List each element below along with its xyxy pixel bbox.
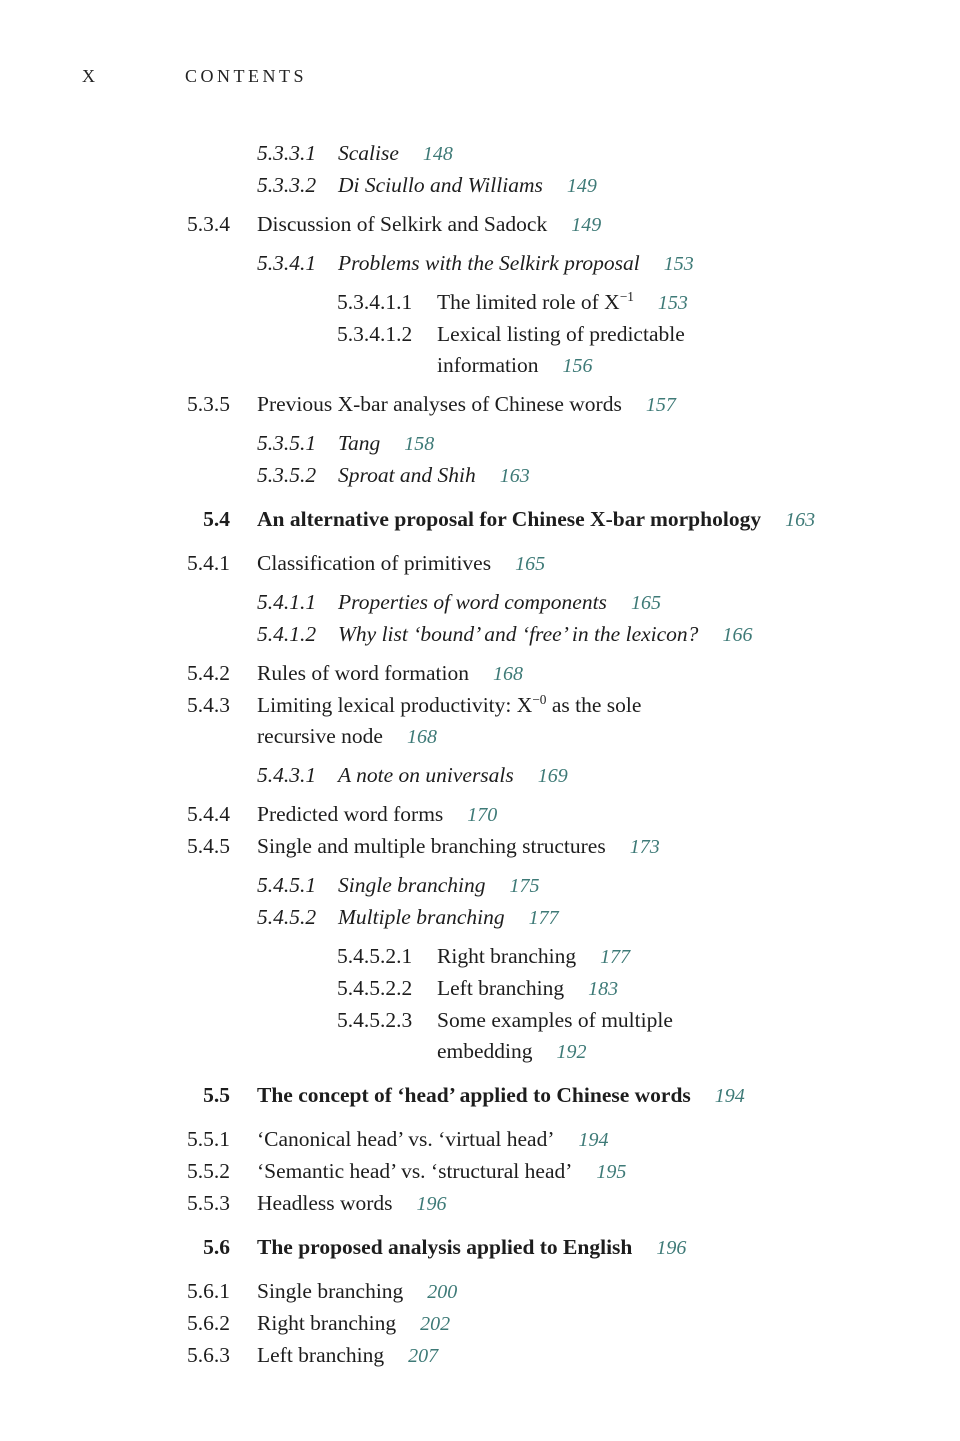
toc-entry-page: 173 bbox=[629, 836, 660, 858]
toc-entry bbox=[0, 619, 960, 651]
toc-entry-number: 5.4.5.1 bbox=[257, 873, 317, 897]
toc-entry-number: 5.4.1 bbox=[187, 551, 230, 575]
toc-entry-title: Right branching 202 bbox=[257, 1311, 451, 1335]
toc-entry-title: Tang 158 bbox=[338, 431, 435, 455]
toc-entry-number: 5.5.2 bbox=[187, 1159, 230, 1183]
toc-entry-page: 166 bbox=[722, 624, 753, 646]
toc-entry bbox=[0, 428, 960, 460]
table-of-contents bbox=[0, 138, 960, 1372]
toc-entry-title: Single branching 200 bbox=[257, 1279, 458, 1303]
toc-entry-number: 5.3.5.2 bbox=[257, 463, 317, 487]
toc-entry-title: Right branching 177 bbox=[437, 944, 631, 968]
toc-entry bbox=[0, 1308, 960, 1340]
toc-entry bbox=[0, 460, 960, 492]
toc-entry-page: 153 bbox=[663, 253, 694, 275]
toc-entry-title: Some examples of multiple embedding 192 bbox=[437, 1008, 673, 1063]
toc-entry-title: Headless words 196 bbox=[257, 1191, 447, 1215]
toc-entry-title: Di Sciullo and Williams 149 bbox=[338, 173, 597, 197]
toc-entry-page: 192 bbox=[556, 1041, 587, 1063]
toc-entry-title: Scalise 148 bbox=[338, 141, 453, 165]
toc-entry-title: An alternative proposal for Chinese X-bar morphology 163 bbox=[257, 507, 816, 531]
toc-entry-page: 175 bbox=[509, 875, 540, 897]
page-folio: X bbox=[82, 66, 97, 86]
toc-entry-title: Single branching 175 bbox=[338, 873, 540, 897]
toc-entry-number: 5.3.4.1.1 bbox=[337, 290, 413, 314]
toc-entry-title: Problems with the Selkirk proposal 153 bbox=[338, 251, 694, 275]
toc-entry-number: 5.4.1.1 bbox=[257, 590, 317, 614]
toc-entry-title: Sproat and Shih 163 bbox=[338, 463, 530, 487]
toc-entry-number: 5.3.4.1.2 bbox=[337, 322, 413, 346]
toc-entry-number: 5.4.5.2 bbox=[257, 905, 317, 929]
toc-entry-page: 202 bbox=[420, 1313, 451, 1335]
toc-entry bbox=[0, 941, 960, 973]
toc-entry-number: 5.5 bbox=[203, 1083, 230, 1107]
toc-entry-page: 163 bbox=[785, 509, 816, 531]
toc-entry-title: Predicted word forms 170 bbox=[257, 802, 498, 826]
toc-entry-page: 194 bbox=[714, 1085, 745, 1107]
toc-entry bbox=[0, 248, 960, 280]
toc-entry bbox=[0, 1080, 960, 1112]
toc-entry-page: 170 bbox=[467, 804, 498, 826]
toc-entry bbox=[0, 760, 960, 792]
toc-entry-number: 5.5.3 bbox=[187, 1191, 230, 1215]
toc-entry-page: 165 bbox=[515, 553, 546, 575]
toc-entry-page: 158 bbox=[404, 433, 435, 455]
toc-entry-page: 169 bbox=[537, 765, 568, 787]
toc-entry-title: Multiple branching 177 bbox=[338, 905, 559, 929]
toc-entry-title: Properties of word components 165 bbox=[338, 590, 661, 614]
toc-entry-number: 5.6 bbox=[203, 1235, 230, 1259]
toc-entry-title: Lexical listing of predictable information 156 bbox=[437, 322, 685, 377]
toc-entry-number: 5.4.5.2.3 bbox=[337, 1008, 413, 1032]
toc-entry-number: 5.4.3 bbox=[187, 693, 230, 717]
toc-entry-title: Previous X-bar analyses of Chinese words 157 bbox=[257, 392, 676, 416]
toc-entry bbox=[0, 548, 960, 580]
toc-entry-title: Discussion of Selkirk and Sadock 149 bbox=[257, 212, 602, 236]
toc-entry bbox=[0, 870, 960, 902]
toc-entry-number: 5.3.3.1 bbox=[257, 141, 317, 165]
toc-entry-title: A note on universals 169 bbox=[338, 763, 568, 787]
toc-entry bbox=[0, 1276, 960, 1308]
toc-entry-number: 5.4.1.2 bbox=[257, 622, 317, 646]
toc-entry-title: Classification of primitives 165 bbox=[257, 551, 546, 575]
toc-entry bbox=[0, 587, 960, 619]
toc-entry-number: 5.4.2 bbox=[187, 661, 230, 685]
toc-entry-page: 163 bbox=[499, 465, 530, 487]
toc-entry-number: 5.6.1 bbox=[187, 1279, 230, 1303]
toc-entry-page: 196 bbox=[416, 1193, 447, 1215]
toc-entry-page: 177 bbox=[528, 907, 559, 929]
toc-entry bbox=[0, 1232, 960, 1264]
toc-entry bbox=[0, 1340, 960, 1372]
toc-entry-number: 5.4 bbox=[203, 507, 230, 531]
toc-entry-page: 195 bbox=[596, 1161, 627, 1183]
toc-entry-number: 5.3.4.1 bbox=[257, 251, 317, 275]
toc-entry-number: 5.4.5.2.2 bbox=[337, 976, 413, 1000]
toc-entry-title: The proposed analysis applied to English 196 bbox=[257, 1235, 687, 1259]
toc-entry bbox=[0, 973, 960, 1005]
toc-entry-number: 5.3.5.1 bbox=[257, 431, 317, 455]
toc-entry bbox=[0, 799, 960, 831]
toc-entry-title: Single and multiple branching structures 173 bbox=[257, 834, 660, 858]
toc-entry bbox=[0, 658, 960, 690]
toc-entry bbox=[0, 1005, 960, 1068]
toc-entry-page: 157 bbox=[645, 394, 676, 416]
toc-entry bbox=[0, 209, 960, 241]
toc-entry bbox=[0, 287, 960, 319]
toc-entry-title: Why list ‘bound’ and ‘free’ in the lexicon? 166 bbox=[338, 622, 753, 646]
toc-entry-number: 5.4.4 bbox=[187, 802, 230, 826]
toc-entry-page: 149 bbox=[566, 175, 597, 197]
toc-entry-number: 5.3.3.2 bbox=[257, 173, 317, 197]
toc-entry-number: 5.3.5 bbox=[187, 392, 230, 416]
toc-entry-number: 5.6.2 bbox=[187, 1311, 230, 1335]
toc-entry-page: 168 bbox=[406, 726, 437, 748]
toc-entry-title: ‘Canonical head’ vs. ‘virtual head’ 194 bbox=[257, 1127, 609, 1151]
toc-entry-page: 148 bbox=[422, 143, 453, 165]
toc-entry-number: 5.4.3.1 bbox=[257, 763, 317, 787]
toc-entry-number: 5.6.3 bbox=[187, 1343, 230, 1367]
toc-entry bbox=[0, 902, 960, 934]
toc-entry-number: 5.4.5.2.1 bbox=[337, 944, 413, 968]
toc-entry-page: 165 bbox=[630, 592, 661, 614]
toc-entry bbox=[0, 1124, 960, 1156]
toc-entry-number: 5.4.5 bbox=[187, 834, 230, 858]
toc-entry-page: 156 bbox=[562, 355, 593, 377]
toc-entry-page: 200 bbox=[427, 1281, 458, 1303]
toc-entry bbox=[0, 831, 960, 863]
toc-entry-page: 194 bbox=[578, 1129, 609, 1151]
toc-entry-title: The concept of ‘head’ applied to Chinese words 194 bbox=[257, 1083, 745, 1107]
toc-entry bbox=[0, 504, 960, 536]
toc-entry bbox=[0, 170, 960, 202]
toc-entry-page: 196 bbox=[656, 1237, 687, 1259]
toc-entry-page: 207 bbox=[408, 1345, 439, 1367]
toc-entry-page: 177 bbox=[600, 946, 631, 968]
toc-entry bbox=[0, 389, 960, 421]
toc-entry-page: 168 bbox=[492, 663, 523, 685]
toc-entry-title: ‘Semantic head’ vs. ‘structural head’ 195 bbox=[257, 1159, 627, 1183]
toc-entry-title: Left branching 207 bbox=[257, 1343, 439, 1367]
toc-entry-title: The limited role of $X^{-1}$ 153 bbox=[437, 288, 688, 314]
toc-entry-title: Left branching 183 bbox=[437, 976, 619, 1000]
toc-entry bbox=[0, 1188, 960, 1220]
running-head: CONTENTS bbox=[185, 66, 307, 86]
toc-entry bbox=[0, 690, 960, 753]
toc-entry-page: 149 bbox=[571, 214, 602, 236]
toc-entry-number: 5.5.1 bbox=[187, 1127, 230, 1151]
toc-entry-number: 5.3.4 bbox=[187, 212, 230, 236]
toc-entry-title: Rules of word formation 168 bbox=[257, 661, 523, 685]
toc-entry-title: Limiting lexical productivity: $X^{-0}$ as the sole recursive node 168 bbox=[257, 691, 642, 748]
toc-entry bbox=[0, 319, 960, 382]
toc-entry-page: 183 bbox=[588, 978, 619, 1000]
toc-entry bbox=[0, 138, 960, 170]
toc-entry bbox=[0, 1156, 960, 1188]
toc-entry-page: 153 bbox=[657, 292, 688, 314]
